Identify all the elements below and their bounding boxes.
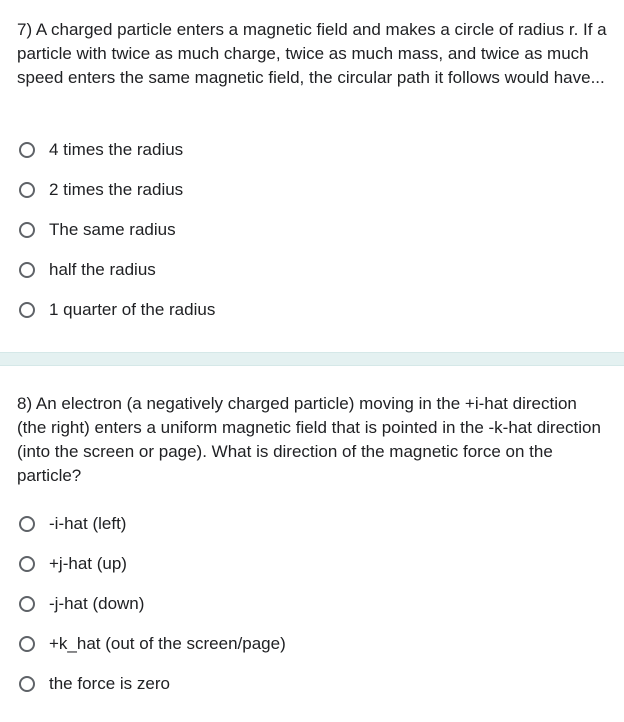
question-text-7: 7) A charged particle enters a magnetic field and makes a circle of radius r. If a particle with twice as much charge, twice as much mass, and twice as much speed enters the same magnetic field, the circular path it follows would have... xyxy=(17,20,607,87)
radio-button-icon[interactable] xyxy=(19,182,35,198)
option-label: The same radius xyxy=(49,220,176,239)
radio-button-icon[interactable] xyxy=(19,596,35,612)
radio-button-icon[interactable] xyxy=(19,302,35,318)
radio-button-icon[interactable] xyxy=(19,516,35,532)
option-label: 4 times the radius xyxy=(49,140,184,159)
option-label: 2 times the radius xyxy=(49,180,184,199)
option-2-times-radius[interactable] xyxy=(17,170,607,210)
radio-button-icon[interactable] xyxy=(19,262,35,278)
radio-button-icon[interactable] xyxy=(19,636,35,652)
answer-options-8 xyxy=(17,504,607,704)
option-label: half the radius xyxy=(49,260,156,279)
option-label: +j-hat (up) xyxy=(49,554,127,573)
option-4-times-radius[interactable] xyxy=(17,130,607,170)
radio-button-icon[interactable] xyxy=(19,142,35,158)
option-label: the force is zero xyxy=(49,674,170,693)
radio-button-icon[interactable] xyxy=(19,222,35,238)
radio-button-icon[interactable] xyxy=(19,556,35,572)
question-text-8: 8) An electron (a negatively charged particle) moving in the +i-hat direction (the right) enters a uniform magnetic field that is pointed in the -k-hat direction (into the screen or page). What is direction of the magnetic force on the particle? xyxy=(17,394,601,485)
option-neg-j-hat-down[interactable] xyxy=(17,584,607,624)
option-label: +k_hat (out of the screen/page) xyxy=(49,634,286,653)
option-label: -j-hat (down) xyxy=(49,594,145,613)
answer-options-7 xyxy=(17,130,607,330)
radio-button-icon[interactable] xyxy=(19,676,35,692)
option-same-radius[interactable] xyxy=(17,210,607,250)
section-divider xyxy=(0,352,624,366)
option-label: -i-hat (left) xyxy=(49,514,127,533)
question-card-8 xyxy=(0,366,624,722)
option-half-radius[interactable] xyxy=(17,250,607,290)
option-quarter-radius[interactable] xyxy=(17,290,607,330)
option-label: 1 quarter of the radius xyxy=(49,300,216,319)
option-neg-i-hat-left[interactable] xyxy=(17,504,607,544)
question-card-7 xyxy=(0,0,624,352)
option-force-zero[interactable] xyxy=(17,664,607,704)
option-pos-k-hat-out[interactable] xyxy=(17,624,607,664)
option-pos-j-hat-up[interactable] xyxy=(17,544,607,584)
